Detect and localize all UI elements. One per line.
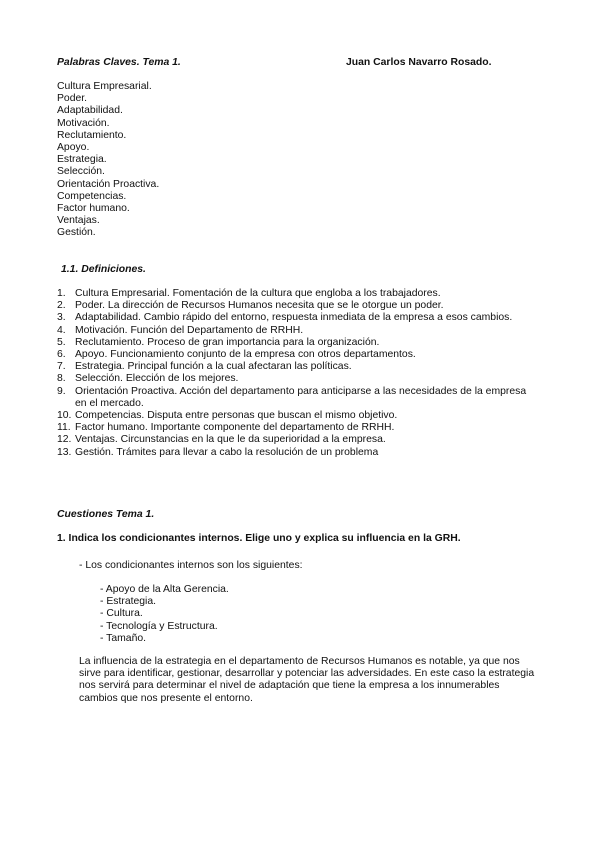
definitions-heading: 1.1. Definiciones. — [61, 264, 146, 275]
definition-text: Selección. Elección de los mejores. — [75, 373, 239, 385]
condition-item: - Apoyo de la Alta Gerencia. — [100, 584, 229, 595]
questions-heading: Cuestiones Tema 1. — [57, 509, 155, 520]
author-name: Juan Carlos Navarro Rosado. — [346, 57, 492, 68]
definition-item — [57, 373, 527, 385]
question-1: 1. Indica los condicionantes internos. Elige uno y explica su influencia en la GRH. — [57, 533, 461, 544]
definition-number: 7. — [57, 361, 66, 373]
definition-text: Cultura Empresarial. Fomentación de la cultura que engloba a los trabajadores. — [75, 288, 441, 299]
definition-item — [57, 386, 527, 410]
keyword-item: Factor humano. — [57, 203, 130, 215]
definition-item — [57, 337, 527, 349]
keyword-item: Orientación Proactiva. — [57, 178, 160, 190]
definition-item — [57, 288, 527, 300]
definition-item — [57, 349, 527, 361]
definition-number: 5. — [57, 336, 66, 348]
definition-text: Orientación Proactiva. Acción del departamento para anticiparse a las necesidades de la empresa en el mercado. — [75, 385, 527, 409]
definition-item — [57, 447, 527, 459]
conditions-list — [100, 584, 229, 645]
keyword-item: Cultura Empresarial. — [57, 81, 152, 92]
definition-number: 4. — [57, 324, 66, 336]
condition-item: - Estrategia. — [100, 596, 157, 608]
definition-number: 11. — [57, 422, 71, 434]
definition-text: Gestión. Trámites para llevar a cabo la resolución de un problema — [75, 446, 379, 458]
definition-text: Motivación. Función del Departamento de RRHH. — [75, 324, 304, 336]
keyword-item: Adaptabilidad. — [57, 105, 123, 117]
definition-text: Adaptabilidad. Cambio rápido del entorno, respuesta inmediata de la empresa a esos cambios. — [75, 312, 513, 324]
keyword-item: Motivación. — [57, 117, 110, 129]
definitions-list — [57, 288, 527, 459]
definition-text: Apoyo. Funcionamiento conjunto de la empresa con otros departamentos. — [75, 349, 416, 361]
keyword-item: Competencias. — [57, 190, 127, 202]
definition-number: 9. — [57, 385, 66, 397]
keyword-item: Reclutamiento. — [57, 129, 127, 141]
keyword-item: Gestión. — [57, 227, 96, 239]
definition-number: 6. — [57, 349, 66, 361]
answer-paragraph: La influencia de la estrategia en el departamento de Recursos Humanos es notable, ya que nos sirve para identificar, gestionar, desarrollar y potenciar las adversidades. En este caso la estrategia nos servirá para determinar el nivel de adaptación que tiene la empresa a los innumerables cambios que nos presente el entorno. — [79, 656, 535, 704]
definition-text: Reclutamiento. Proceso de gran importancia para la organización. — [75, 336, 380, 348]
definition-text: Poder. La dirección de Recursos Humanos necesita que se le otorgue un poder. — [75, 300, 444, 312]
definition-text: Ventajas. Circunstancias en la que le da superioridad a la empresa. — [75, 434, 386, 446]
definition-number: 1. — [57, 288, 66, 299]
condition-item: - Cultura. — [100, 608, 143, 620]
definition-number: 13. — [57, 446, 72, 458]
definition-item — [57, 361, 527, 373]
keyword-item: Estrategia. — [57, 154, 107, 166]
conditions-intro: - Los condicionantes internos son los siguientes: — [79, 560, 303, 571]
definition-text: Competencias. Disputa entre personas que buscan el mismo objetivo. — [75, 410, 398, 422]
definition-number: 8. — [57, 373, 66, 385]
definition-item — [57, 410, 527, 422]
document-title: Palabras Claves. Tema 1. — [57, 57, 181, 68]
definition-item — [57, 300, 527, 312]
condition-item: - Tecnología y Estructura. — [100, 620, 218, 632]
condition-item: - Tamaño. — [100, 632, 147, 644]
keyword-item: Selección. — [57, 166, 105, 178]
definition-number: 12. — [57, 434, 72, 446]
keyword-item: Apoyo. — [57, 142, 90, 154]
keyword-item: Ventajas. — [57, 215, 100, 227]
definition-number: 3. — [57, 312, 66, 324]
definition-text: Estrategia. Principal función a la cual afectaran las políticas. — [75, 361, 352, 373]
definition-number: 10. — [57, 410, 72, 422]
keyword-list — [57, 81, 159, 240]
definition-item — [57, 422, 527, 434]
keyword-item: Poder. — [57, 93, 88, 105]
definition-item — [57, 325, 527, 337]
definition-text: Factor humano. Importante componente del departamento de RRHH. — [75, 422, 395, 434]
definition-item — [57, 434, 527, 446]
definition-item — [57, 312, 527, 324]
definition-number: 2. — [57, 300, 66, 312]
